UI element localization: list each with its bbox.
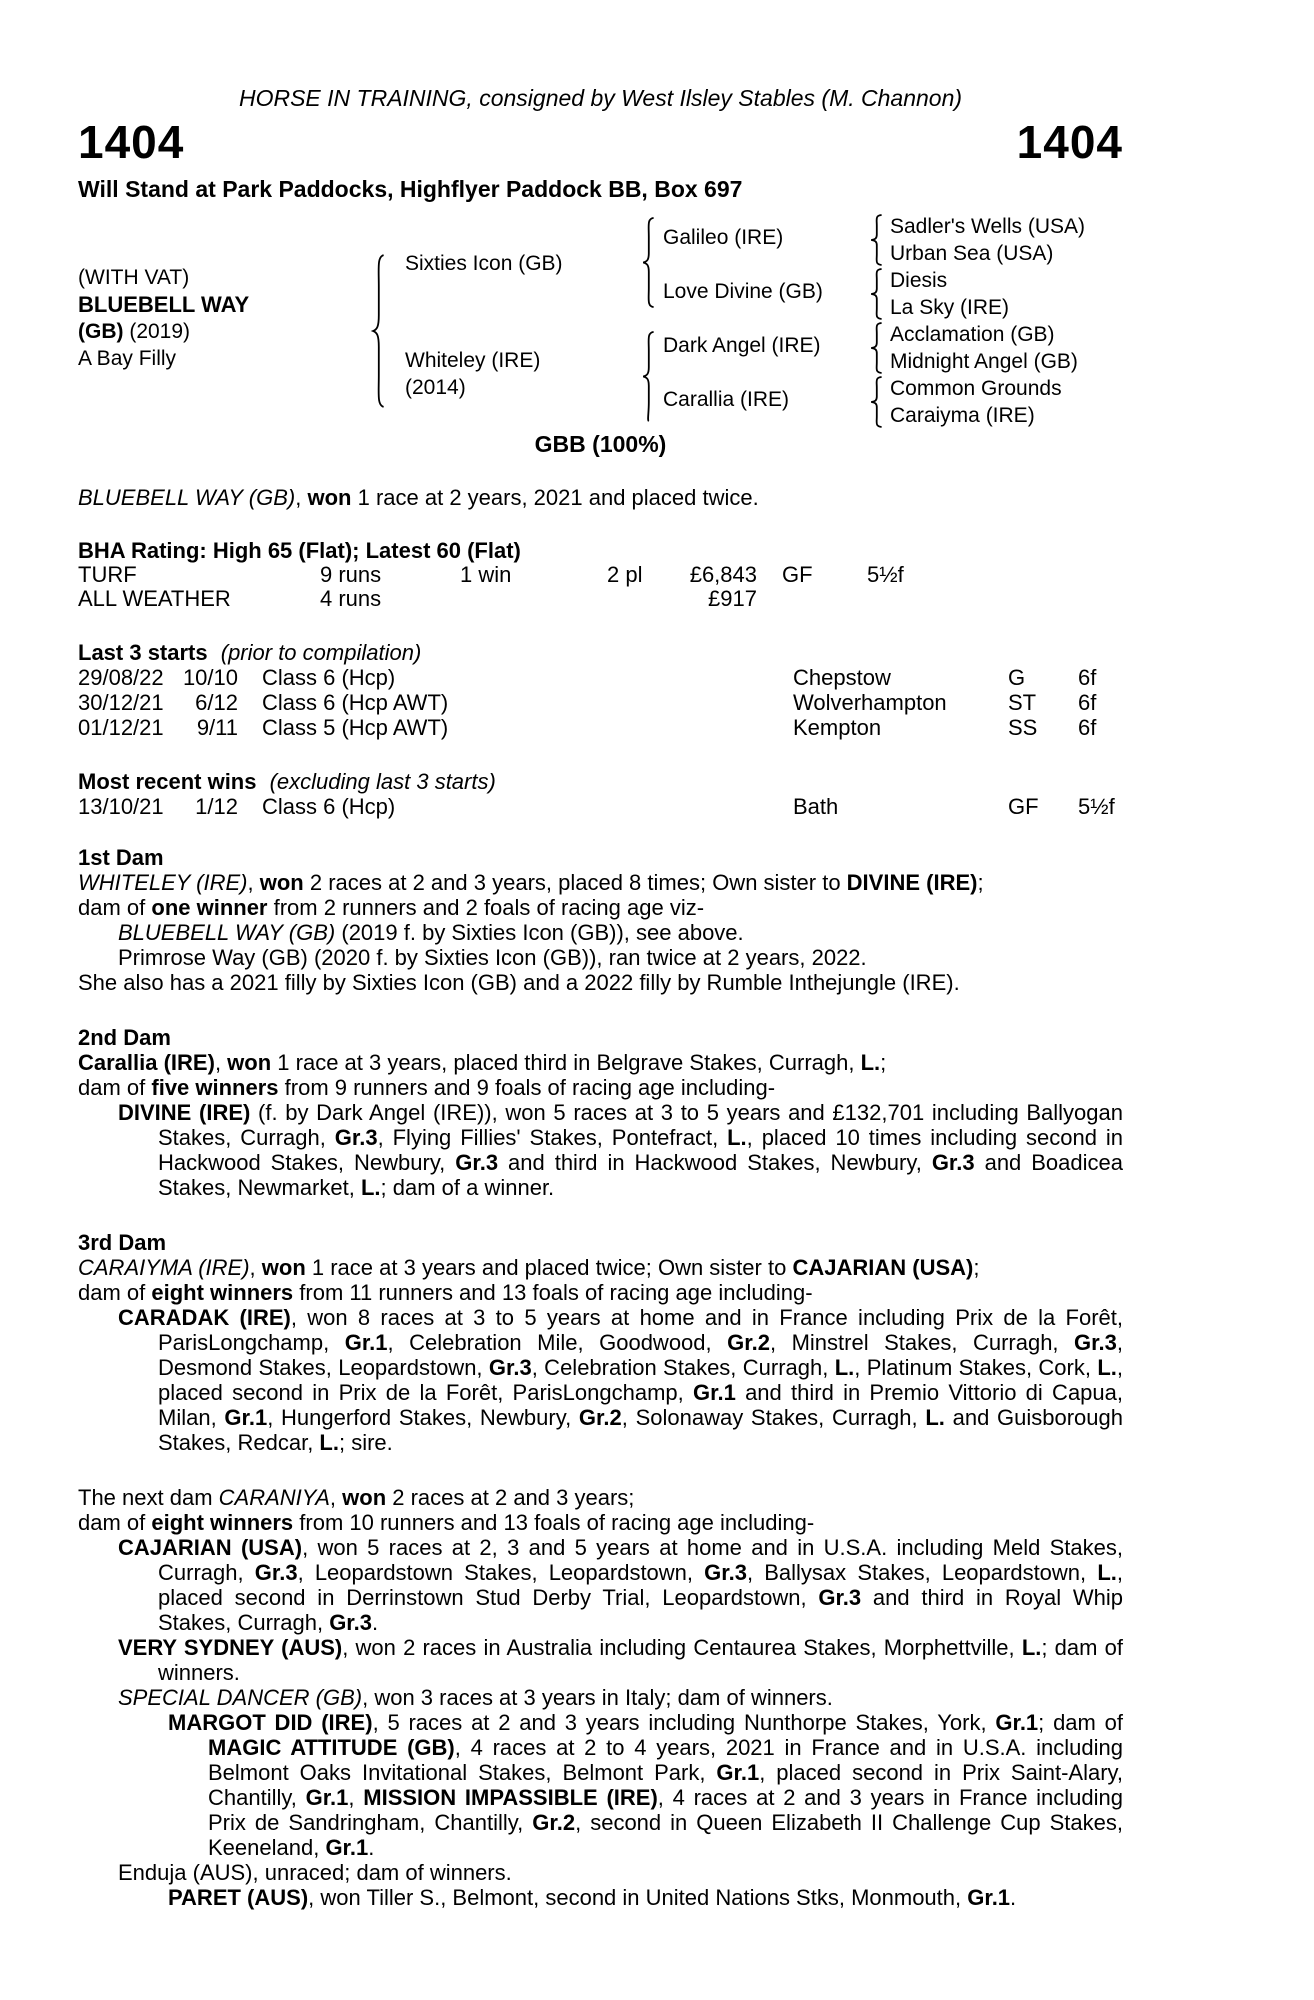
recent-wins-heading bbox=[78, 769, 1123, 794]
pedigree-paragraph: DIVINE (IRE) (f. by Dark Angel (IRE)), won 5 races at 3 to 5 years and £132,701 including Ballyogan Stakes, Curragh, Gr.3, Flying Fillies' Stakes, Pontefract, L., placed 10 times including second in Hackwood Stakes, Newbury, Gr.3 and third in Hackwood Stakes, Newbury, Gr.3 and Boadicea Stakes, Newmarket, L.; dam of a winner. bbox=[118, 1100, 1123, 1200]
race-class: Class 6 (Hcp) bbox=[262, 665, 396, 690]
gen2-name: Galileo (IRE) bbox=[663, 226, 784, 249]
surface-label: TURF bbox=[78, 562, 137, 587]
race-date: 30/12/21 bbox=[78, 690, 164, 715]
pedigree-brace-g3 bbox=[868, 214, 884, 266]
bha-rating-line: BHA Rating: High 65 (Flat); Latest 60 (Flat) bbox=[78, 538, 521, 563]
gen2-name: Love Divine (GB) bbox=[663, 280, 823, 303]
lot-number-left: 1404 bbox=[78, 116, 185, 168]
dam-name: Whiteley (IRE) bbox=[405, 349, 541, 372]
race-class: Class 6 (Hcp) bbox=[262, 794, 396, 819]
stand-location-line: Will Stand at Park Paddocks, Highflyer Paddock BB, Box 697 bbox=[78, 176, 743, 202]
bha-row-turf bbox=[78, 563, 1123, 587]
subject-description: A Bay Filly bbox=[78, 347, 177, 370]
pedigree-paragraph: Carallia (IRE), won 1 race at 3 years, placed third in Belgrave Stakes, Curragh, L.; bbox=[78, 1050, 887, 1075]
pedigree-paragraph: BLUEBELL WAY (GB) (2019 f. by Sixties Icon (GB)), see above. bbox=[118, 920, 744, 945]
pedigree-paragraph: PARET (AUS), won Tiller S., Belmont, second in United Nations Stks, Monmouth, Gr.1. bbox=[168, 1885, 1017, 1910]
wins-value: 1 win bbox=[460, 562, 512, 587]
gen2-name: Dark Angel (IRE) bbox=[663, 334, 821, 357]
race-date: 29/08/22 bbox=[78, 665, 164, 690]
gen3-name: Acclamation (GB) bbox=[890, 323, 1055, 346]
gen3-name: Diesis bbox=[890, 269, 948, 292]
gen3-name: Urban Sea (USA) bbox=[890, 242, 1054, 265]
gen3-name: Sadler's Wells (USA) bbox=[890, 215, 1085, 238]
earnings-value: £6,843 bbox=[689, 562, 757, 587]
race-row bbox=[78, 715, 1123, 740]
pedigree-paragraph: CARADAK (IRE), won 8 races at 3 to 5 years at home and in France including Prix de la Forêt, ParisLongchamp, Gr.1, Celebration Mile, Goodwood, Gr.2, Minstrel Stakes, Curragh, Gr.3, Desmond Stakes, Leopardstown, Gr.3, Celebration Stakes, Curragh, L., Platinum Stakes, Cork, L., placed second in Prix de la Forêt, ParisLongchamp, Gr.1 and third in Premio Vittorio di Capua, Milan, Gr.1, Hungerford Stakes, Newbury, Gr.2, Solonaway Stakes, Curragh, L. and Guisborough Stakes, Redcar, L.; sire. bbox=[118, 1305, 1124, 1455]
race-distance: 6f bbox=[1078, 665, 1097, 690]
runs-value: 9 runs bbox=[320, 562, 382, 587]
pedigree-paragraph: VERY SYDNEY (AUS), won 2 races in Australia including Centaurea Stakes, Morphettville, L.; dam of winners. bbox=[118, 1635, 1123, 1685]
pedigree-brace-sire bbox=[640, 216, 656, 309]
bha-row-all-weather bbox=[78, 587, 1123, 611]
race-distance: 6f bbox=[1078, 690, 1097, 715]
recent-wins-title: Most recent wins bbox=[78, 769, 257, 794]
pedigree-paragraph: dam of five winners from 9 runners and 9 foals of racing age including- bbox=[78, 1075, 776, 1100]
race-going: GF bbox=[1008, 794, 1039, 819]
race-course: Bath bbox=[793, 794, 839, 819]
race-class: Class 5 (Hcp AWT) bbox=[262, 715, 449, 740]
pedigree-brace-main bbox=[370, 252, 386, 410]
pedigree-paragraph: dam of one winner from 2 runners and 2 foals of racing age viz- bbox=[78, 895, 705, 920]
pedigree-brace-dam bbox=[640, 330, 656, 423]
section-next-dam bbox=[78, 1485, 1123, 1910]
race-going: G bbox=[1008, 665, 1026, 690]
section-2nd-dam bbox=[78, 1025, 1123, 1200]
section-3rd-dam bbox=[78, 1230, 1123, 1455]
gbb-badge: GBB (100%) bbox=[534, 431, 667, 457]
gen3-name: Caraiyma (IRE) bbox=[890, 404, 1035, 427]
surface-label: ALL WEATHER bbox=[78, 586, 231, 611]
section-heading: 3rd Dam bbox=[78, 1230, 167, 1255]
earnings-value: £917 bbox=[708, 586, 757, 611]
subject-name: BLUEBELL WAY bbox=[78, 292, 250, 317]
dam-year: (2014) bbox=[405, 376, 466, 399]
pedigree-paragraph: She also has a 2021 filly by Sixties Icon (GB) and a 2022 filly by Rumble Inthejungle (IRE). bbox=[78, 970, 960, 995]
recent-wins-subtitle: (excluding last 3 starts) bbox=[269, 769, 496, 794]
pedigree-paragraph: dam of eight winners from 11 runners and 13 foals of racing age including- bbox=[78, 1280, 813, 1305]
sire-name: Sixties Icon (GB) bbox=[405, 252, 563, 275]
section-1st-dam bbox=[78, 845, 1123, 995]
pedigree-paragraph: MARGOT DID (IRE), 5 races at 2 and 3 years including Nunthorpe Stakes, York, Gr.1; dam of MAGIC ATTITUDE (GB), 4 races at 2 to 4 years, 2021 in France and in U.S.A. including Belmont Oaks Invitational Stakes, Belmont Park, Gr.1, placed second in Prix Saint-Alary, Chantilly, Gr.1, MISSION IMPASSIBLE (IRE), 4 races at 2 and 3 years in France including Prix de Sandringham, Chantilly, Gr.2, second in Queen Elizabeth II Challenge Cup Stakes, Keeneland, Gr.1. bbox=[168, 1710, 1124, 1860]
pedigree-table bbox=[78, 204, 1123, 432]
distance-value: 5½f bbox=[867, 562, 904, 587]
last-starts-subtitle: (prior to compilation) bbox=[220, 640, 422, 665]
race-position: 9/11 bbox=[196, 715, 238, 740]
race-date: 13/10/21 bbox=[78, 794, 164, 819]
consignment-line: HORSE IN TRAINING, consigned by West Ilsley Stables (M. Channon) bbox=[238, 85, 963, 111]
pedigree-brace-g3 bbox=[868, 322, 884, 374]
race-class: Class 6 (Hcp AWT) bbox=[262, 690, 449, 715]
pedigree-paragraph: CARAIYMA (IRE), won 1 race at 3 years and placed twice; Own sister to CAJARIAN (USA); bbox=[78, 1255, 980, 1280]
pedigree-paragraph: CAJARIAN (USA), won 5 races at 2, 3 and 5 years at home and in U.S.A. including Meld Stakes, Curragh, Gr.3, Leopardstown Stakes, Leopardstown, Gr.3, Ballysax Stakes, Leopardstown, L., placed second in Derrinstown Stud Derby Trial, Leopardstown, Gr.3 and third in Royal Whip Stakes, Curragh, Gr.3. bbox=[118, 1535, 1123, 1635]
lot-number-row bbox=[78, 118, 1123, 166]
section-heading: 1st Dam bbox=[78, 845, 164, 870]
section-heading: 2nd Dam bbox=[78, 1025, 171, 1050]
race-position: 6/12 bbox=[195, 690, 238, 715]
pedigree-paragraph: The next dam CARANIYA, won 2 races at 2 and 3 years; bbox=[78, 1485, 635, 1510]
race-row bbox=[78, 690, 1123, 715]
last-starts-heading bbox=[78, 640, 1123, 665]
runs-value: 4 runs bbox=[320, 586, 382, 611]
race-row bbox=[78, 665, 1123, 690]
race-course: Wolverhampton bbox=[793, 690, 947, 715]
race-summary: BLUEBELL WAY (GB), won 1 race at 2 years, 2021 and placed twice. bbox=[78, 485, 759, 510]
pedigree-paragraph: Primrose Way (GB) (2020 f. by Sixties Icon (GB)), ran twice at 2 years, 2022. bbox=[118, 945, 867, 970]
pedigree-paragraph: dam of eight winners from 10 runners and 13 foals of racing age including- bbox=[78, 1510, 815, 1535]
pedigree-paragraph: WHITELEY (IRE), won 2 races at 2 and 3 years, placed 8 times; Own sister to DIVINE (IRE); bbox=[78, 870, 984, 895]
going-value: GF bbox=[782, 562, 813, 587]
race-position: 1/12 bbox=[195, 794, 238, 819]
race-position: 10/10 bbox=[182, 665, 238, 690]
race-distance: 5½f bbox=[1078, 794, 1115, 819]
gen3-name: Common Grounds bbox=[890, 377, 1062, 400]
vat-note: (WITH VAT) bbox=[78, 266, 190, 289]
gen3-name: La Sky (IRE) bbox=[890, 296, 1010, 319]
race-course: Kempton bbox=[793, 715, 882, 740]
race-course: Chepstow bbox=[793, 665, 891, 690]
dam-name-block bbox=[405, 347, 540, 401]
pedigree-paragraph: Enduja (AUS), unraced; dam of winners. bbox=[118, 1860, 512, 1885]
race-date: 01/12/21 bbox=[78, 715, 164, 740]
race-going: ST bbox=[1008, 690, 1037, 715]
race-distance: 6f bbox=[1078, 715, 1097, 740]
lot-number-right: 1404 bbox=[1016, 116, 1123, 168]
subject-suffix-year: (GB) (2019) bbox=[78, 320, 191, 343]
pedigree-brace-g3 bbox=[868, 268, 884, 320]
places-value: 2 pl bbox=[607, 562, 643, 587]
race-going: SS bbox=[1008, 715, 1038, 740]
pedigree-brace-g3 bbox=[868, 376, 884, 428]
race-row bbox=[78, 794, 1123, 819]
last-starts-title: Last 3 starts bbox=[78, 640, 208, 665]
gen3-name: Midnight Angel (GB) bbox=[890, 350, 1078, 373]
pedigree-paragraph: SPECIAL DANCER (GB), won 3 races at 3 years in Italy; dam of winners. bbox=[118, 1685, 833, 1710]
gen2-name: Carallia (IRE) bbox=[663, 388, 790, 411]
subject-block bbox=[78, 264, 249, 372]
